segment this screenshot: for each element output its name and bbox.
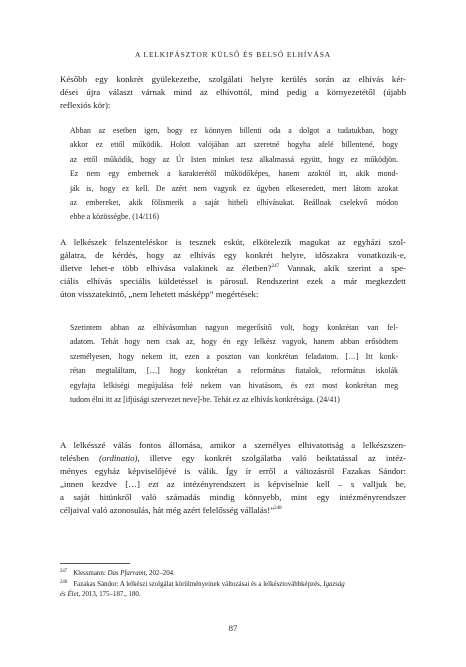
text-line	[60, 452, 406, 465]
quote-line: ebbe a közösségbe. (14/116)	[70, 212, 160, 222]
text-line: Később egy konkrét gyülekezetbe, szolgálati helyre kerülés során az elhívás kér-	[60, 74, 406, 84]
text-run: illetve lehet-e több elhívása valakinek az életben?	[60, 262, 272, 273]
text-line: reflexiós kör):	[60, 99, 111, 110]
footnote-title: és Élet	[60, 590, 79, 598]
footnote-divider	[60, 563, 130, 564]
block-quote-1	[70, 124, 398, 225]
quote-line: az ettől működik, hogy az Úr Isten minket tesz alkalmassá együtt, hogy ez működjön.	[70, 154, 398, 164]
footnote-number: 248	[60, 579, 68, 585]
quote-line: Szerintem abban az elhívásomban nagyon megerősítő volt, hogy konkrétan van fel-	[70, 323, 398, 332]
footnote-248	[60, 580, 406, 599]
text-line	[60, 262, 406, 275]
paragraph-3	[60, 439, 406, 516]
quote-line: az embereket, akik fölismerik a saját hitbeli elhívásukat. Beállnak cselekvő módon	[70, 198, 398, 208]
quote-line: adatom. Tehát hogy nem csak az, hogy én egy lelkész vagyok, hanem abban erősödtem	[70, 337, 398, 347]
paragraph-1	[60, 73, 406, 112]
quote-line: akkor ez ettől működik. Holott valójában azt szeretné hogyha afelé billentené, hogy	[70, 140, 398, 150]
text-run: céljaival való azonosulás, hát még azért felelősség vállalás!”	[60, 504, 275, 515]
text-run: telésben	[60, 452, 99, 463]
text-line: a saját hitünkről való számadás mindig könnyebb, mint egy intézményrendszer	[60, 491, 406, 502]
text-run: , illetve egy konkrét szolgálatba való beiktatással az intéz-	[137, 452, 406, 463]
text-line	[60, 504, 406, 517]
footnote-text: , 2013, 175–187., 180.	[78, 590, 141, 598]
footnote-number: 247	[60, 568, 68, 574]
block-quote-2	[70, 321, 398, 407]
footnote-text: Klessmann:	[73, 570, 108, 577]
footnote-ref-248[interactable]: 248	[274, 505, 282, 511]
quote-line: ják is, hogy ez kell. De azért nem vagyok ez úgyben elkeseredett, mert látom azokat	[70, 183, 398, 193]
footnote-ref-247[interactable]: 247	[271, 263, 280, 269]
footnote-text: Fazakas Sándor: A lelkészi szolgálat körülményeinek változásai és a lelkésztovábbképzés,	[73, 581, 324, 588]
running-head: A LELKIPÁSZTOR KÜLSŐ ÉS BELSŐ ELHÍVÁSA	[134, 50, 332, 59]
quote-line: tudom élni itt az [ifjúsági szervezet neve]-be. Tehát ez az elhívás konkrétsága. (24/41)	[70, 395, 340, 405]
footnote-247	[60, 569, 406, 579]
text-line: gálatra, de kérdés, hogy az elhívás egy konkrét helyre, időszakra vonatkozik-e,	[60, 249, 406, 260]
footnote-title: Igazság	[323, 581, 345, 588]
text-line: A lelkészek felszenteléskor is tesznek esküt, elkötelezik magukat az egyházi szol-	[60, 237, 406, 247]
text-line: ciális elhívás speciális küldetéssel is párosul. Rendszerint ezek a már megkezdett	[60, 275, 406, 286]
text-line: ményes egyház képviselőjévé is válik. Így ír erről a változásról Fazakas Sándor:	[60, 465, 406, 476]
footnote-title: Das Pfarramt	[107, 570, 146, 577]
italic-term: (ordinatio)	[99, 452, 138, 463]
page-number: 87	[228, 623, 238, 633]
quote-line: Abban az esetben igen, hogy ez könnyen billenti oda a dolgot a tudatukban, hogy	[70, 126, 398, 135]
text-line: A lelkésszé válás fontos állomása, amikor a személyes elhivatottság a lelkészszen-	[60, 440, 406, 450]
text-run: Vannak, akik szerint a spe-	[279, 262, 406, 273]
paragraph-2	[60, 236, 406, 301]
quote-line: egyfajta lelkiségi megújulása felé nekem van hivatásom, és ezt most konkrétan meg	[70, 380, 398, 390]
quote-line: személyesen, hogy nekem itt, ezen a poszton van konkrétan feladatom. […] Itt konk-	[70, 351, 398, 361]
quote-line: Ez nem egy embernek a karakterétől működőképes, hanem azoktól itt, akik mond-	[70, 169, 398, 179]
quote-line: rétan megtaláltam, […] hogy konkrétan a református fiatalok, református iskolák	[70, 366, 398, 376]
text-line: „innen kezdve […] ezt az intézényrendszert is képviselnie kell – s valljuk be,	[60, 478, 406, 489]
text-line: dései újra választ várnak mind az elhívottól, mind pedig a környezetétől (újabb	[60, 86, 406, 97]
footnote-text: , 202–204.	[145, 570, 175, 577]
text-line: úton visszatekintő, „nem lehetett másképp” megértések:	[60, 288, 259, 299]
